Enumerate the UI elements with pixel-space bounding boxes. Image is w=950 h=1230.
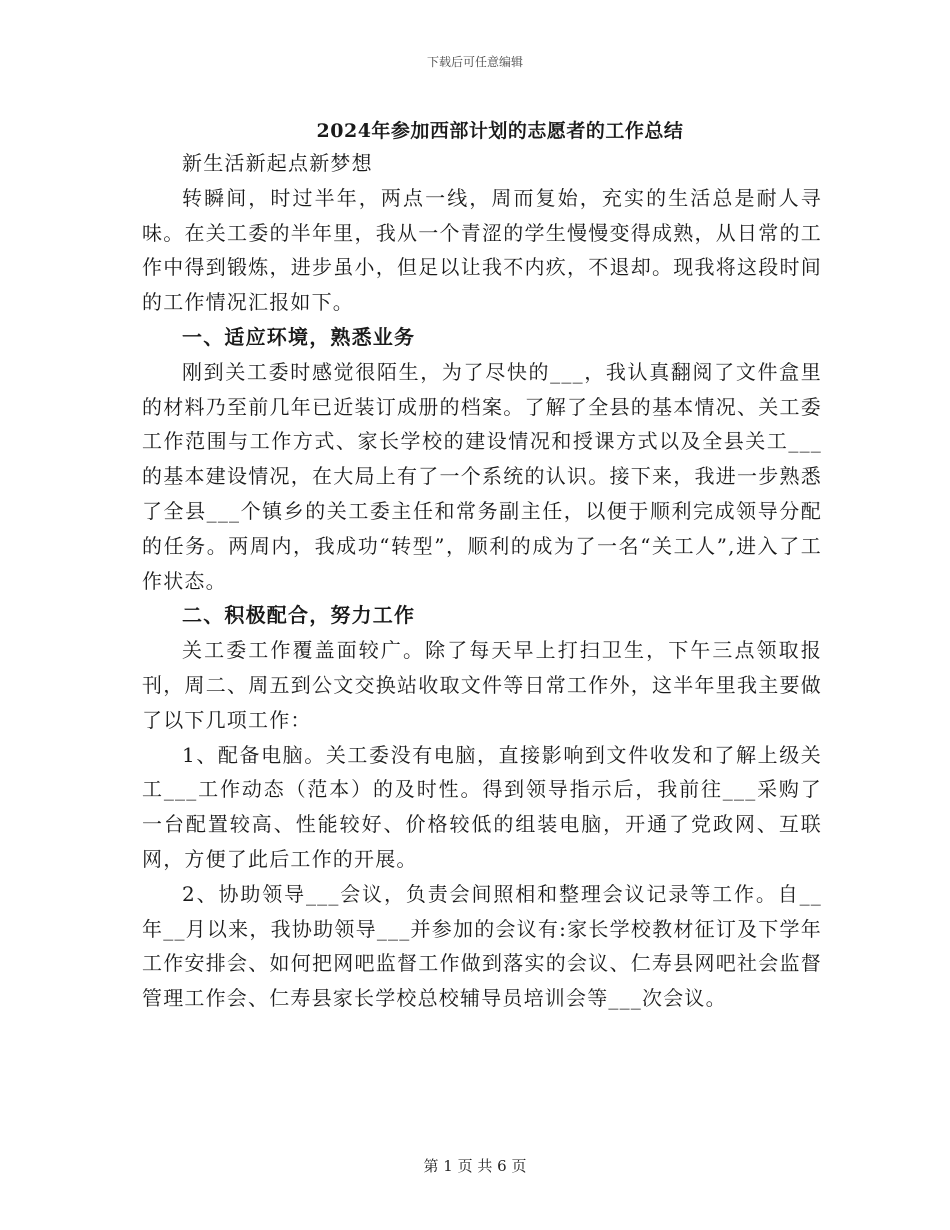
body-paragraph: 1、配备电脑。关工委没有电脑，直接影响到文件收发和了解上级关工___工作动态（范本）的及时性。得到领导指示后，我前往___采购了一台配置较高、性能较好、价格较低的组装电脑，开通了党政网、互联网，方便了此后工作的开展。 xyxy=(142,742,822,871)
section-heading: 一、适应环境，熟悉业务 xyxy=(182,324,416,349)
body-paragraph: 刚到关工委时感觉很陌生，为了尽快的___，我认真翻阅了文件盒里的材料乃至前几年已近装订成册的档案。了解了全县的基本情况、关工委工作范围与工作方式、家长学校的建设情况和授课方式以及全县关工___的基本建设情况，在大局上有了一个系统的认识。接下来，我进一步熟悉了全县___个镇乡的关工委主任和常务副主任，以便于顺利完成领导分配的任务。两周内，我成功“转型”，顺利的成为了一名“关工人”,进入了工作状态。 xyxy=(142,359,822,593)
header-note: 下载后可任意编辑 xyxy=(426,55,523,69)
document-title: 2024年参加西部计划的志愿者的工作总结 xyxy=(316,120,684,142)
subtitle-paragraph: 新生活新起点新梦想 xyxy=(182,151,373,175)
section-heading: 二、积极配合，努力工作 xyxy=(182,603,416,628)
body-paragraph: 关工委工作覆盖面较广。除了每天早上打扫卫生，下午三点领取报刊，周二、周五到公文交换站收取文件等日常工作外，这半年里我主要做了以下几项工作： xyxy=(142,638,822,732)
page-number: 第 1 页 共 6 页 xyxy=(423,1157,527,1175)
body-paragraph: 转瞬间，时过半年，两点一线，周而复始，充实的生活总是耐人寻味。在关工委的半年里，我从一个青涩的学生慢慢变得成熟，从日常的工作中得到锻炼，进步虽小，但足以让我不内疚，不退却。现我将这段时间的工作情况汇报如下。 xyxy=(142,185,822,315)
document-body xyxy=(142,146,822,1016)
body-paragraph: 2、协助领导___会议，负责会间照相和整理会议记录等工作。自__年__月以来，我协助领导___并参加的会议有:家长学校教材征订及下学年工作安排会、如何把网吧监督工作做到落实的会议、仁寿县网吧社会监督管理工作会、仁寿县家长学校总校辅导员培训会等___次会议。 xyxy=(142,881,822,1011)
